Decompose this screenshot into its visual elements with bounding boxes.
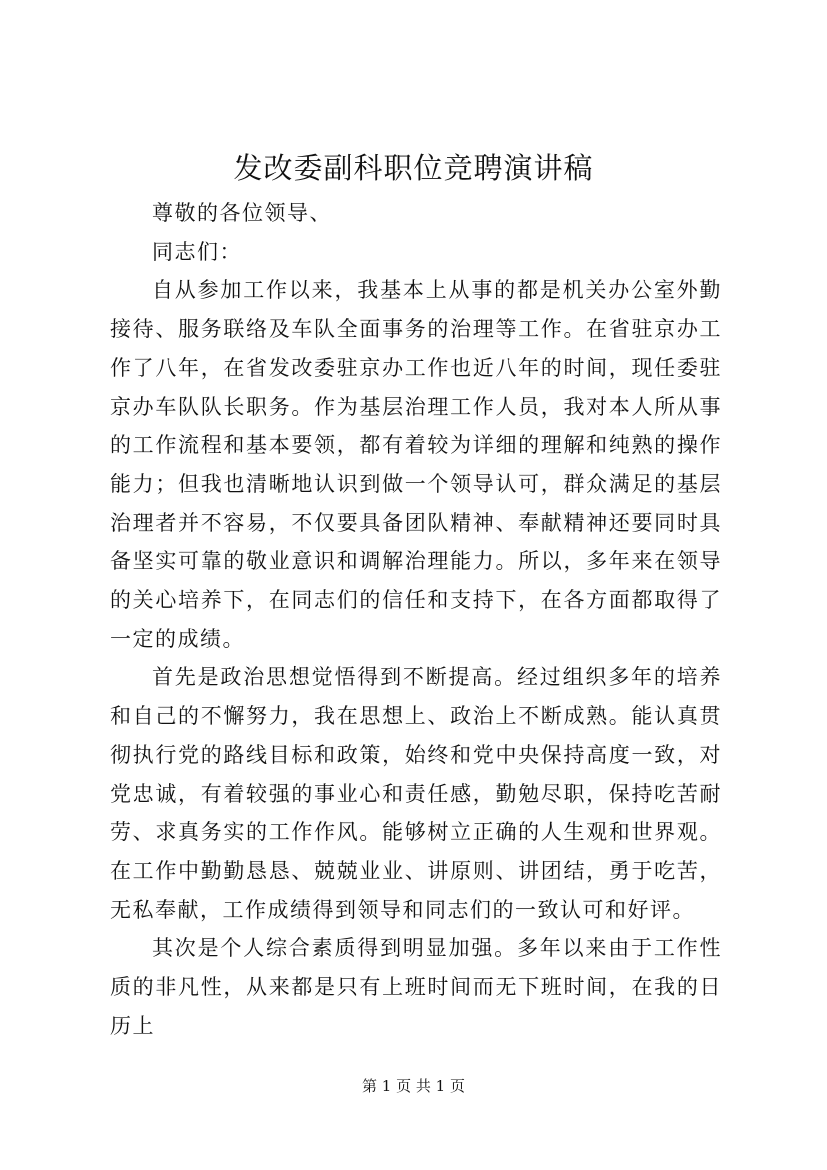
document-title: 发改委副科职位竞聘演讲稿 (233, 151, 594, 185)
salutation-line-2: 同志们： (152, 239, 242, 264)
paragraph-political-awareness: 首先是政治思想觉悟得到不断提高。经过组织多年的培养和自己的不懈努力，我在思想上、政治上不断成熟。能认真贯彻执行党的路线目标和政策，始终和党中央保持高度一致，对党忠诚，有着较强的事业心和责任感，勤勉尽职，保持吃苦耐劳、求真务实的工作作风。能够树立正确的人生观和世界观。在工作中勤勤恳恳、兢兢业业、讲原则、讲团结，勇于吃苦，无私奉献，工作成绩得到领导和同志们的一致认可和好评。 (110, 665, 722, 922)
document-body (110, 194, 722, 1045)
page-footer: 第 1 页 共 1 页 (362, 1077, 465, 1095)
salutation-line-1: 尊敬的各位领导、 (152, 201, 332, 225)
paragraph-introduction: 自从参加工作以来，我基本上从事的都是机关办公室外勤接待、服务联络及车队全面事务的治理等工作。在省驻京办工作了八年，在省发改委驻京办工作也近八年的时间，现任委驻京办车队队长职务。作为基层治理工作人员，我对本人所从事的工作流程和基本要领，都有着较为详细的理解和纯熟的操作能力；但我也清晰地认识到做一个领导认可，群众满足的基层治理者并不容易，不仅要具备团队精神、奉献精神还要同时具备坚实可靠的敬业意识和调解治理能力。所以，多年来在领导的关心培养下，在同志们的信任和支持下，在各方面都取得了一定的成绩。 (110, 278, 722, 651)
paragraph-personal-quality: 其次是个人综合素质得到明显加强。多年以来由于工作性质的非凡性，从来都是只有上班时间而无下班时间，在我的日历上 (110, 936, 722, 1038)
